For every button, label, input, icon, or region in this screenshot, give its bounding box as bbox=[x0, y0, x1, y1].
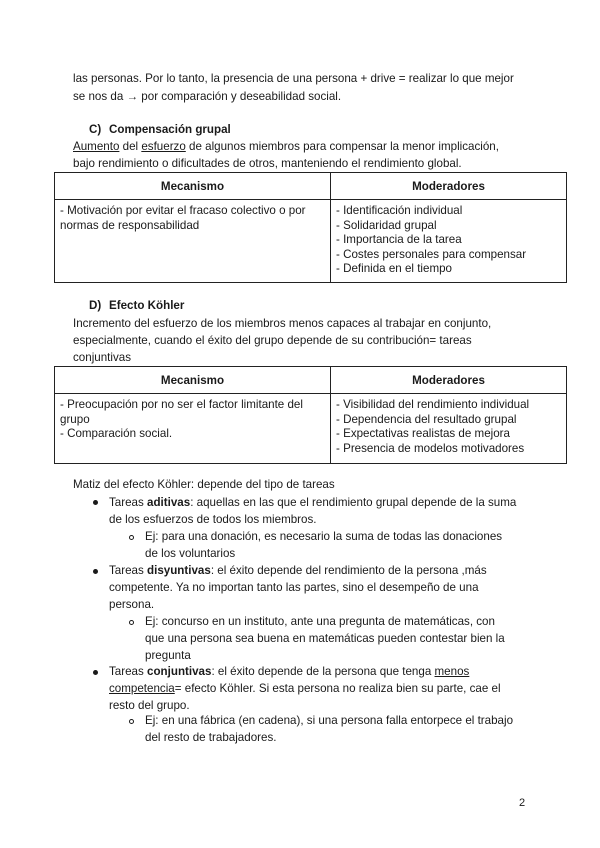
moderador-item: - Visibilidad del rendimiento individual bbox=[336, 398, 530, 411]
disyuntivas-line-3: persona. bbox=[109, 598, 155, 611]
conjuntivas-line-2 bbox=[109, 680, 501, 697]
def-text-2: de algunos miembros para compensar la menor implicación, bbox=[185, 140, 499, 153]
intro-line-1: las personas. Por lo tanto, la presencia de una persona + drive = realizar lo que mejor bbox=[73, 72, 514, 85]
page-number: 2 bbox=[519, 797, 526, 809]
cell-mecanismo bbox=[55, 200, 331, 283]
aditivas-text: : aquellas en las que el rendimiento grupal depende de la suma bbox=[190, 496, 517, 509]
aditivas-ex-line-1: Ej: para una donación, es necesario la suma de todas las donaciones bbox=[145, 530, 503, 543]
disyuntivas-bold: disyuntivas bbox=[147, 564, 211, 577]
table-kohler bbox=[54, 366, 567, 464]
section-c-definition bbox=[73, 138, 543, 172]
conjuntivas-prefix: Tareas bbox=[109, 665, 148, 678]
disyuntivas-ex-line-2: que una persona sea buena en matemáticas pueden contestar bien la bbox=[145, 632, 505, 645]
section-c-heading bbox=[89, 122, 231, 138]
cell-moderadores bbox=[331, 200, 567, 283]
aditivas-line-2: de los esfuerzos de todos los miembros. bbox=[109, 513, 317, 526]
mecanismo-item: - Motivación por evitar el fracaso colectivo o por normas de responsabilidad bbox=[60, 204, 306, 232]
disyuntivas-text: : el éxito depende del rendimiento de la persona ,más bbox=[210, 564, 487, 577]
underlined-competencia: competencia bbox=[109, 682, 175, 695]
mecanismo-item: - Comparación social. bbox=[60, 427, 173, 440]
moderador-item: - Solidaridad grupal bbox=[336, 218, 437, 232]
section-d-heading bbox=[89, 298, 184, 314]
section-d-def-line-2: especialmente, cuando el éxito del grupo depende de su contribución= tareas bbox=[73, 334, 472, 347]
intro-paragraph bbox=[73, 70, 543, 106]
conjuntivas-text-2: = efecto Köhler. Si esta persona no realiza bien su parte, cae el bbox=[174, 682, 501, 695]
list-item-conjuntivas bbox=[109, 663, 501, 714]
header-moderadores: Moderadores bbox=[331, 367, 567, 394]
list-item-disyuntivas-example bbox=[145, 613, 505, 664]
moderador-item: - Costes personales para compensar bbox=[336, 247, 527, 261]
moderador-item: - Expectativas realistas de mejora bbox=[336, 427, 510, 440]
bullet-icon bbox=[93, 500, 98, 505]
underlined-aumento: Aumento bbox=[73, 140, 120, 153]
list-item-aditivas bbox=[109, 494, 516, 528]
list-item-disyuntivas bbox=[109, 562, 487, 613]
table-compensacion bbox=[54, 172, 567, 283]
underlined-menos: menos bbox=[434, 665, 470, 678]
list-item-conjuntivas-example bbox=[145, 712, 513, 746]
moderador-item: - Dependencia del resultado grupal bbox=[336, 412, 517, 426]
disyuntivas-line-1 bbox=[109, 562, 487, 579]
moderador-item: - Importancia de la tarea bbox=[336, 233, 462, 246]
cell-moderadores bbox=[331, 394, 567, 464]
underlined-esfuerzo: esfuerzo bbox=[141, 140, 186, 153]
header-mecanismo: Mecanismo bbox=[55, 173, 331, 200]
aditivas-ex-line-2: de los voluntarios bbox=[145, 547, 236, 560]
section-c-def-line-1 bbox=[73, 138, 543, 155]
aditivas-bold: aditivas bbox=[147, 496, 191, 509]
conjuntivas-bold: conjuntivas bbox=[147, 665, 212, 678]
moderador-item: - Definida en el tiempo bbox=[336, 262, 452, 275]
matiz-intro: Matiz del efecto Köhler: depende del tipo de tareas bbox=[73, 478, 335, 491]
disyuntivas-ex-line-1: Ej: concurso en un instituto, ante una pregunta de matemáticas, con bbox=[145, 615, 495, 628]
section-d-def-line-3: conjuntivas bbox=[73, 351, 132, 364]
section-c-def-line-2: bajo rendimiento o dificultades de otros, manteniendo el rendimiento global. bbox=[73, 157, 462, 170]
conjuntivas-line-1 bbox=[109, 663, 501, 680]
conjuntivas-ex-line-2: del resto de trabajadores. bbox=[145, 731, 277, 744]
def-text-1: del bbox=[119, 140, 142, 153]
conjuntivas-line-3: resto del grupo. bbox=[109, 699, 190, 712]
disyuntivas-prefix: Tareas bbox=[109, 564, 148, 577]
aditivas-prefix: Tareas bbox=[109, 496, 148, 509]
aditivas-line-1 bbox=[109, 494, 516, 511]
section-c-title: Compensación grupal bbox=[109, 123, 231, 136]
sub-bullet-icon bbox=[129, 719, 134, 724]
moderador-item: - Identificación individual bbox=[336, 204, 463, 217]
section-c-letter: C) bbox=[89, 123, 102, 136]
list-item-aditivas-example bbox=[145, 528, 502, 562]
bullet-icon bbox=[93, 670, 98, 675]
conjuntivas-text: : el éxito depende de la persona que tenga bbox=[211, 665, 435, 678]
cell-mecanismo bbox=[55, 394, 331, 464]
section-d-definition bbox=[73, 315, 543, 366]
conjuntivas-ex-line-1: Ej: en una fábrica (en cadena), si una persona falla entorpece el trabajo bbox=[145, 714, 514, 727]
disyuntivas-ex-line-3: pregunta bbox=[145, 649, 191, 662]
sub-bullet-icon bbox=[129, 535, 134, 540]
header-mecanismo: Mecanismo bbox=[55, 367, 331, 394]
header-moderadores: Moderadores bbox=[331, 173, 567, 200]
sub-bullet-icon bbox=[129, 620, 134, 625]
section-d-letter: D) bbox=[89, 299, 102, 312]
moderador-item: - Presencia de modelos motivadores bbox=[336, 441, 525, 455]
disyuntivas-line-2: competente. Ya no importan tanto las partes, sino el desempeño de una bbox=[109, 581, 479, 594]
intro-line-2: se nos da → por comparación y deseabilidad social. bbox=[73, 90, 342, 103]
mecanismo-item: - Preocupación por no ser el factor limitante del grupo bbox=[60, 398, 303, 426]
bullet-icon bbox=[93, 569, 98, 574]
section-d-def-line-1: Incremento del esfuerzo de los miembros menos capaces al trabajar en conjunto, bbox=[73, 317, 492, 330]
section-d-title: Efecto Köhler bbox=[109, 299, 185, 312]
